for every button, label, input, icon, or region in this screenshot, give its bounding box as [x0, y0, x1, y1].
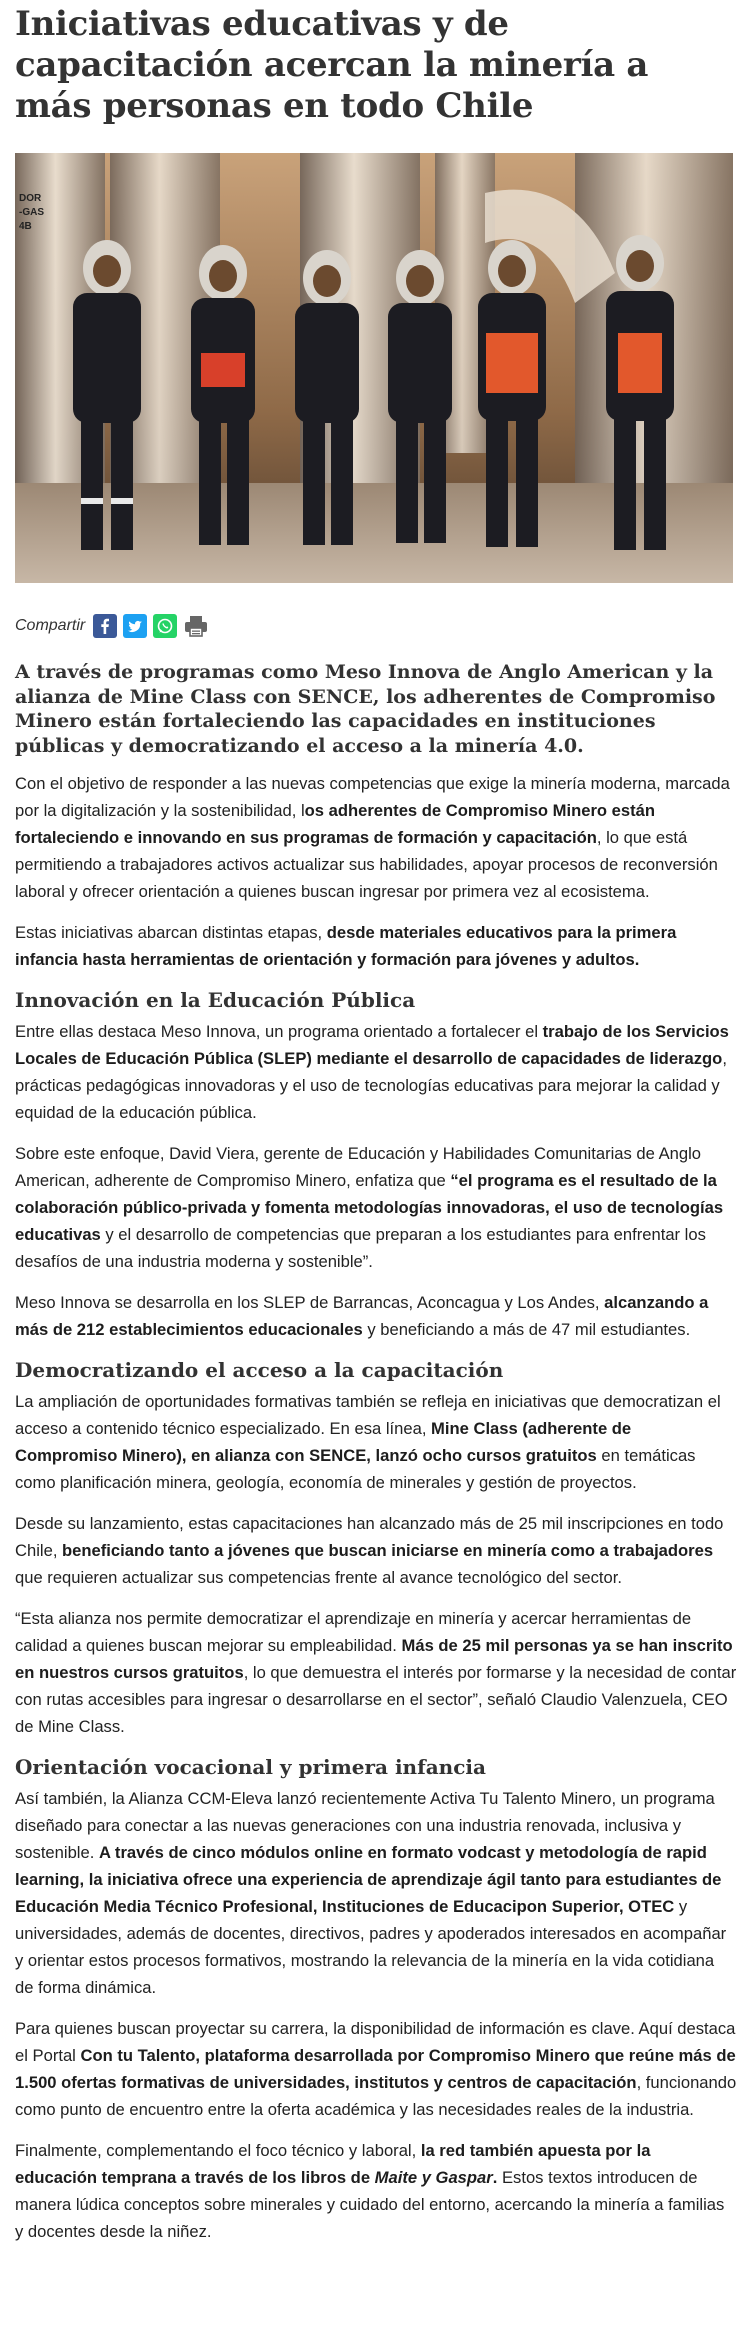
svg-text:4B: 4B	[19, 221, 32, 232]
share-label: Compartir	[15, 617, 86, 634]
whatsapp-icon[interactable]	[153, 614, 177, 638]
paragraph: Desde su lanzamiento, estas capacitaciones han alcanzado más de 25 mil inscripciones en todo Chile, beneficiando tanto a jóvenes que buscan iniciarse en minería como a trabajadores que requieren actualizar sus competencias frente al avance tecnológico del sector.	[15, 1514, 724, 1587]
paragraph: Así también, la Alianza CCM-Eleva lanzó recientemente Activa Tu Talento Minero, un programa diseñado para conectar a las nuevas generaciones con una industria renovada, inclusiva y sostenible. A través de cinco módulos online en formato vodcast y metodología de rapid learning, la iniciativa ofrece una experiencia de aprendizaje ágil tanto para estudiantes de Educación Media Técnico Profesional, Instituciones de Educacipon Superior, OTEC y universidades, además de docentes, directivos, padres y apoderados interesados en acompañar y orientar estos procesos formativos, mostrando la relevancia de la minería en la vida cotidiana de forma dinámica.	[15, 1789, 727, 1997]
section-heading: Orientación vocacional y primera infancia	[15, 1755, 486, 1779]
article-body	[15, 770, 737, 2259]
paragraph: “Esta alianza nos permite democratizar el aprendizaje en minería y acercar herramientas de calidad a quienes buscan mejorar su empleabilidad. Más de 25 mil personas ya se han inscrito en nuestros cursos gratuitos, lo que demuestra el interés por formarse y la necesidad de contar con rutas accesibles para ingresar o desarrollarse en el sector”, señaló Claudio Valenzuela, CEO de Mine Class.	[15, 1609, 737, 1736]
hero-image	[15, 153, 733, 583]
paragraph: Meso Innova se desarrolla en los SLEP de Barrancas, Aconcagua y Los Andes, alcanzando a más de 212 establecimientos educacionales y beneficiando a más de 47 mil estudiantes.	[15, 1293, 709, 1339]
section-heading: Democratizando el acceso a la capacitación	[15, 1358, 504, 1382]
print-icon[interactable]	[183, 614, 207, 638]
section-heading: Innovación en la Educación Pública	[15, 988, 416, 1012]
svg-text:DOR: DOR	[19, 193, 42, 204]
paragraph: Para quienes buscan proyectar su carrera, la disponibilidad de información es clave. Aquí destaca el Portal Con tu Talento, plataforma desarrollada por Compromiso Minero que reúne más de 1.500 ofertas formativas de universidades, institutos y centros de capacitación, funcionando como punto de encuentro entre la oferta académica y las necesidades reales de la industria.	[15, 2019, 737, 2119]
twitter-icon[interactable]	[123, 614, 147, 638]
facebook-icon[interactable]	[93, 614, 117, 638]
paragraph: Con el objetivo de responder a las nuevas competencias que exige la minería moderna, marcada por la digitalización y la sostenibilidad, los adherentes de Compromiso Minero están fortaleciendo e innovando en sus programas de formación y capacitación, lo que está permitiendo a trabajadores activos actualizar sus habilidades, apoyar procesos de reconversión laboral y ofrecer orientación a quienes buscan ingresar por primera vez al ecosistema.	[15, 774, 730, 901]
article-title: Iniciativas educativas y de capacitación acercan la minería a más personas en todo Chile	[15, 4, 649, 126]
article-lead: A través de programas como Meso Innova de Anglo American y la alianza de Mine Class con SENCE, los adherentes de Compromiso Minero están fortaleciendo las capacidades en instituciones públicas y democratizando el acceso a la minería 4.0.	[15, 661, 716, 757]
paragraph: Entre ellas destaca Meso Innova, un programa orientado a fortalecer el trabajo de los Servicios Locales de Educación Pública (SLEP) mediante el desarrollo de capacidades de liderazgo, prácticas pedagógicas innovadoras y el uso de tecnologías educativas para mejorar la calidad y equidad de la educación pública.	[15, 1022, 729, 1122]
hero-photo-illustration	[15, 153, 733, 583]
share-bar	[15, 614, 213, 638]
paragraph: Estas iniciativas abarcan distintas etapas, desde materiales educativos para la primera infancia hasta herramientas de orientación y formación para jóvenes y adultos.	[15, 923, 677, 969]
paragraph: La ampliación de oportunidades formativas también se refleja en iniciativas que democratizan el acceso a contenido técnico especializado. En esa línea, Mine Class (adherente de Compromiso Minero), en alianza con SENCE, lanzó ocho cursos gratuitos en temáticas como planificación minera, geología, economía de minerales y gestión de proyectos.	[15, 1392, 721, 1492]
paragraph: Sobre este enfoque, David Viera, gerente de Educación y Habilidades Comunitarias de Anglo American, adherente de Compromiso Minero, enfatiza que “el programa es el resultado de la colaboración público-privada y fomenta metodologías innovadoras, el uso de tecnologías educativas y el desarrollo de competencias que preparan a los estudiantes para enfrentar los desafíos de una industria moderna y sostenible”.	[15, 1144, 724, 1271]
svg-text:-GAS: -GAS	[19, 207, 44, 218]
paragraph: Finalmente, complementando el foco técnico y laboral, la red también apuesta por la educación temprana a través de los libros de Maite y Gaspar. Estos textos introducen de manera lúdica conceptos sobre minerales y cuidado del entorno, acercando la minería a familias y docentes desde la niñez.	[15, 2141, 725, 2241]
